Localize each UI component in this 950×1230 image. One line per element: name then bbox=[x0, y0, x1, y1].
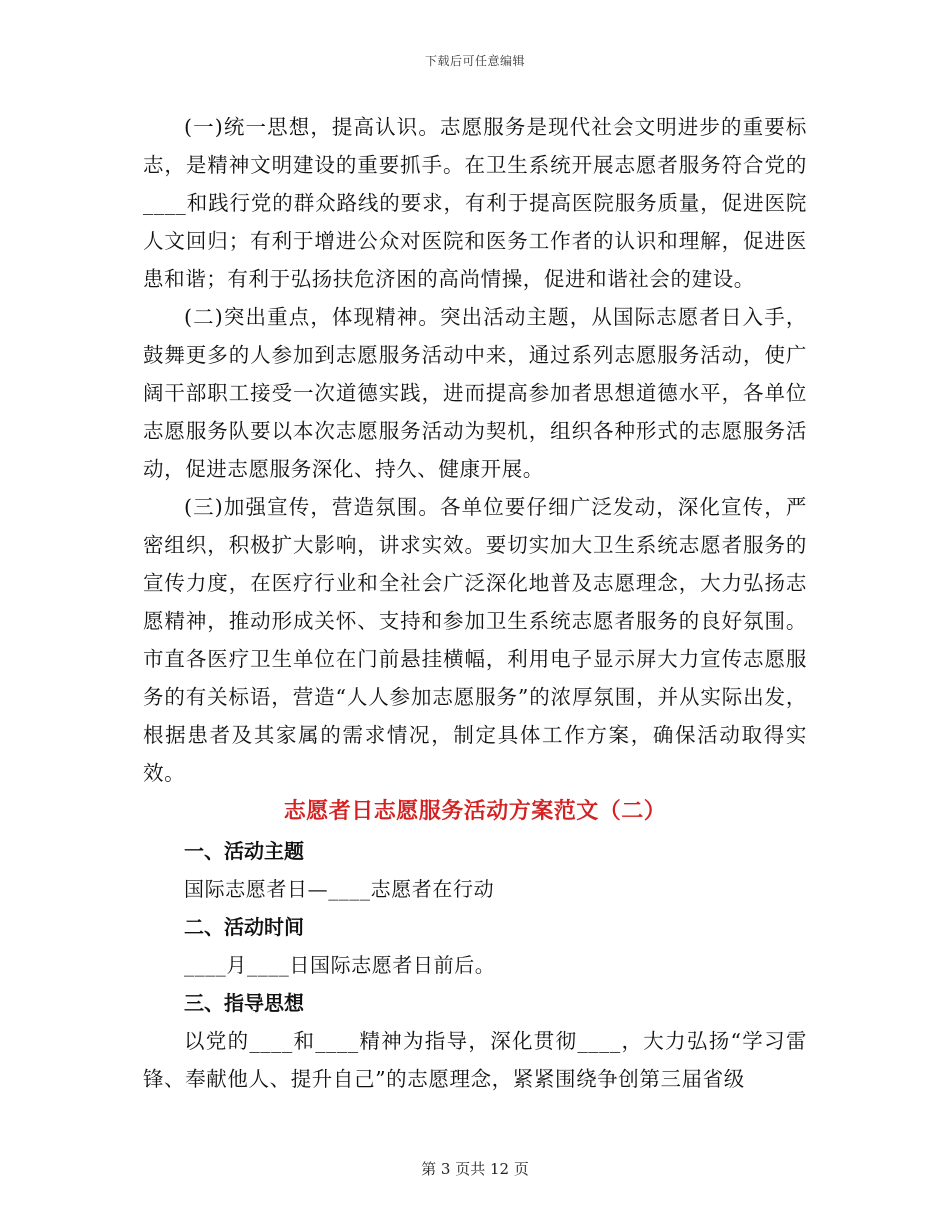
text-activity-theme: 国际志愿者日—____志愿者在行动 bbox=[184, 877, 495, 901]
paragraph-unify-thinking: (一)统一思想，提高认识。志愿服务是现代社会文明进步的重要标志，是精神文明建设的重要抓手。在卫生系统开展志愿者服务符合党的____和践行党的群众路线的要求，有利于提高医院服务质量，促进医院人文回归；有利于增进公众对医院和医务工作者的认识和理解，促进医患和谐；有利于弘扬扶危济困的高尚情操，促进和谐社会的建设。 bbox=[143, 115, 807, 291]
section-title: 志愿者日志愿服务活动方案范文（二） bbox=[283, 799, 667, 824]
paragraph-highlight-focus: (二)突出重点，体现精神。突出活动主题，从国际志愿者日入手，鼓舞更多的人参加到志愿服务活动中来，通过系列志愿服务活动，使广阔干部职工接受一次道德实践，进而提高参加者思想道德水平，各单位志愿服务队要以本次志愿服务活动为契机，组织各种形式的志愿服务活动，促进志愿服务深化、持久、健康开展。 bbox=[143, 305, 807, 481]
heading-activity-time: 二、活动时间 bbox=[184, 915, 304, 939]
heading-activity-theme: 一、活动主题 bbox=[184, 839, 304, 863]
paragraph-guiding-ideology: 以党的____和____精神为指导，深化贯彻____，大力弘扬“学习雷锋、奉献他人、提升自己”的志愿理念，紧紧围绕争创第三届省级 bbox=[143, 1029, 807, 1091]
paragraph-strengthen-publicity: (三)加强宣传，营造氛围。各单位要仔细广泛发动，深化宣传，严密组织，积极扩大影响，讲求实效。要切实加大卫生系统志愿者服务的宣传力度，在医疗行业和全社会广泛深化地普及志愿理念，大力弘扬志愿精神，推动形成关怀、支持和参加卫生系统志愿者服务的良好氛围。市直各医疗卫生单位在门前悬挂横幅，利用电子显示屏大力宣传志愿服务的有关标语，营造“人人参加志愿服务”的浓厚氛围，并从实际出发，根据患者及其家属的需求情况，制定具体工作方案，确保活动取得实效。 bbox=[143, 495, 807, 785]
page-header: 下载后可任意编辑 bbox=[424, 54, 525, 68]
heading-guiding-ideology: 三、指导思想 bbox=[184, 991, 304, 1015]
text-activity-time: ____月____日国际志愿者日前后。 bbox=[184, 953, 496, 977]
document-body bbox=[143, 108, 807, 1098]
page-number: 第 3 页共 12 页 bbox=[421, 1160, 529, 1178]
